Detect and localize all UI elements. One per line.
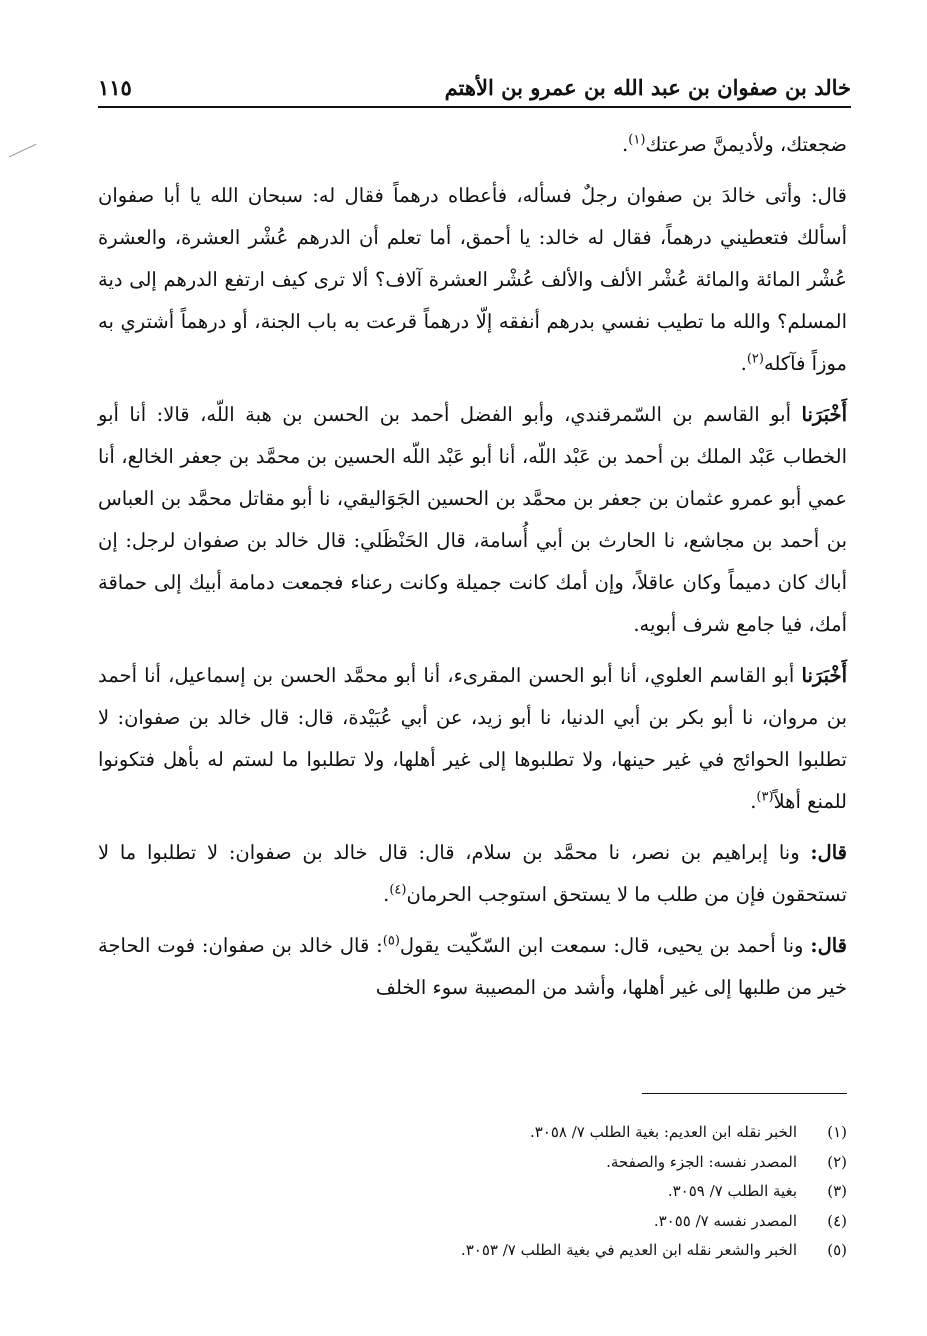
footnote-number: (٥): [827, 1241, 847, 1260]
paragraph-tail: .: [633, 613, 640, 636]
paragraph-tail: : قال خالد بن صفوان: فوت الحاجة خير من طلبها إلى غير أهلها، وأشد من المصيبة سوء الخلف: [98, 934, 847, 999]
paragraph: [98, 124, 847, 166]
paragraph-lead: أَخْبَرَنا: [801, 664, 847, 687]
footnote-text: بغية الطلب ٧/ ٣٠٥٩.: [667, 1182, 797, 1201]
footnote: [98, 1177, 847, 1207]
footnote-text: الخبر والشعر نقله ابن العديم في بغية الطلب ٧/ ٣٠٥٣.: [460, 1241, 797, 1260]
footnote-separator: [642, 1093, 847, 1094]
margin-scan-mark: [9, 144, 37, 159]
page-header: [98, 60, 851, 108]
footnote-number: (٤): [827, 1211, 847, 1230]
paragraph-lead: قال:: [810, 841, 847, 864]
footnote-number: (٣): [827, 1182, 847, 1201]
paragraph: [98, 832, 847, 916]
paragraph: [98, 655, 847, 823]
footnote: [98, 1118, 847, 1148]
footnote-ref[interactable]: (١): [628, 132, 646, 148]
paragraph-lead: أَخْبَرَنا: [801, 403, 847, 426]
paragraph: [98, 175, 847, 385]
footnote-ref[interactable]: (٣): [756, 789, 774, 805]
paragraph-tail: .: [383, 883, 390, 906]
footnote-text: الخبر نقله ابن العديم: بغية الطلب ٧/ ٣٠٥٨.: [529, 1123, 797, 1141]
main-text: [98, 124, 847, 1018]
paragraph-text: ضجعتك، ولأديمنَّ صرعتك: [645, 133, 847, 156]
paragraph-tail: .: [740, 352, 747, 375]
paragraph-text: ونا أحمد بن يحيى، قال: سمعت ابن السّكّيت يقول: [399, 934, 811, 957]
page-number: ١١٥: [98, 75, 132, 100]
footnote-number: (١): [827, 1123, 847, 1141]
footnote-number: (٢): [827, 1152, 847, 1171]
footnote: [98, 1207, 847, 1237]
paragraph-text: ونا إبراهيم بن نصر، نا محمَّد بن سلام، قال: قال خالد بن صفوان: لا تطلبوا ما لا تستحقون فإن من طلب ما لا يستحق استوجب الحرمان: [98, 841, 847, 906]
footnote-text: المصدر نفسه ٧/ ٣٠٥٥.: [653, 1211, 797, 1230]
footnotes: [98, 1118, 847, 1266]
paragraph-tail: .: [622, 133, 629, 156]
paragraph: [98, 925, 847, 1009]
footnote: [98, 1236, 847, 1266]
footnote: [98, 1148, 847, 1178]
paragraph: [98, 394, 847, 646]
running-title: خالد بن صفوان بن عبد الله بن عمرو بن الأهتم: [444, 75, 851, 100]
footnote-text: المصدر نفسه: الجزء والصفحة.: [606, 1152, 797, 1171]
paragraph-text: أبو القاسم بن السّمرقندي، وأبو الفضل أحمد بن الحسن بن هبة اللّه، قالا: أنا أبو الخطاب عَبْد الملك بن أحمد بن عَبْد اللّه، أنا أبو عَبْد اللّه الحسين بن محمَّد بن جعفر الخالع، أنا عمي أبو عمرو عثمان بن جعفر بن محمَّد بن الحسين الجَوَاليقي، نا أبو مقاتل محمَّد بن العباس بن أحمد بن مجاشع، نا الحارث بن أبي أُسامة، قال الحَنْظَلي: قال خالد بن صفوان لرجل: إن أباك كان دميماً وكان عاقلاً، وإن أمك كانت جميلة وكانت رعناء فجمعت دمامة أبيك إلى حماقة أمك، فيا جامع شرف أبويه: [98, 403, 847, 636]
paragraph-text: قال: وأتى خالدَ بن صفوان رجلٌ فسأله، فأعطاه درهماً فقال له: سبحان الله يا أبا صفوان أسألك فتعطيني درهماً، فقال له خالد: يا أحمق، أما تعلم أن الدرهم عُشْر العشرة، والعشرة عُشْر المائة والمائة عُشْر الألف والألف عُشْر العشرة آلاف؟ ألا ترى كيف ارتفع الدرهم إلى دية المسلم؟ والله ما تطيب نفسي بدرهم أنفقه إلّا درهماً قرعت به باب الجنة، أو درهماً أشتري به موزاً فآكله: [98, 184, 847, 375]
paragraph-text: أبو القاسم العلوي، أنا أبو الحسن المقرىء، أنا أبو محمَّد الحسن بن إسماعيل، أنا أحمد بن مروان، نا أبو بكر بن أبي الدنيا، نا أبو زيد، عن أبي عُبَيْدة، قال: قال خالد بن صفوان: لا تطلبوا الحوائج في غير حينها، ولا تطلبوها إلى غير أهلها، ولا تطلبوا ما لستم له بأهل فتكونوا للمنع أهلاً: [98, 664, 847, 813]
paragraph-lead: قال:: [810, 934, 848, 957]
footnote-ref[interactable]: (٥): [382, 933, 400, 949]
paragraph-tail: .: [750, 790, 757, 813]
footnote-ref[interactable]: (٤): [389, 882, 407, 898]
footnote-ref[interactable]: (٢): [746, 351, 764, 367]
